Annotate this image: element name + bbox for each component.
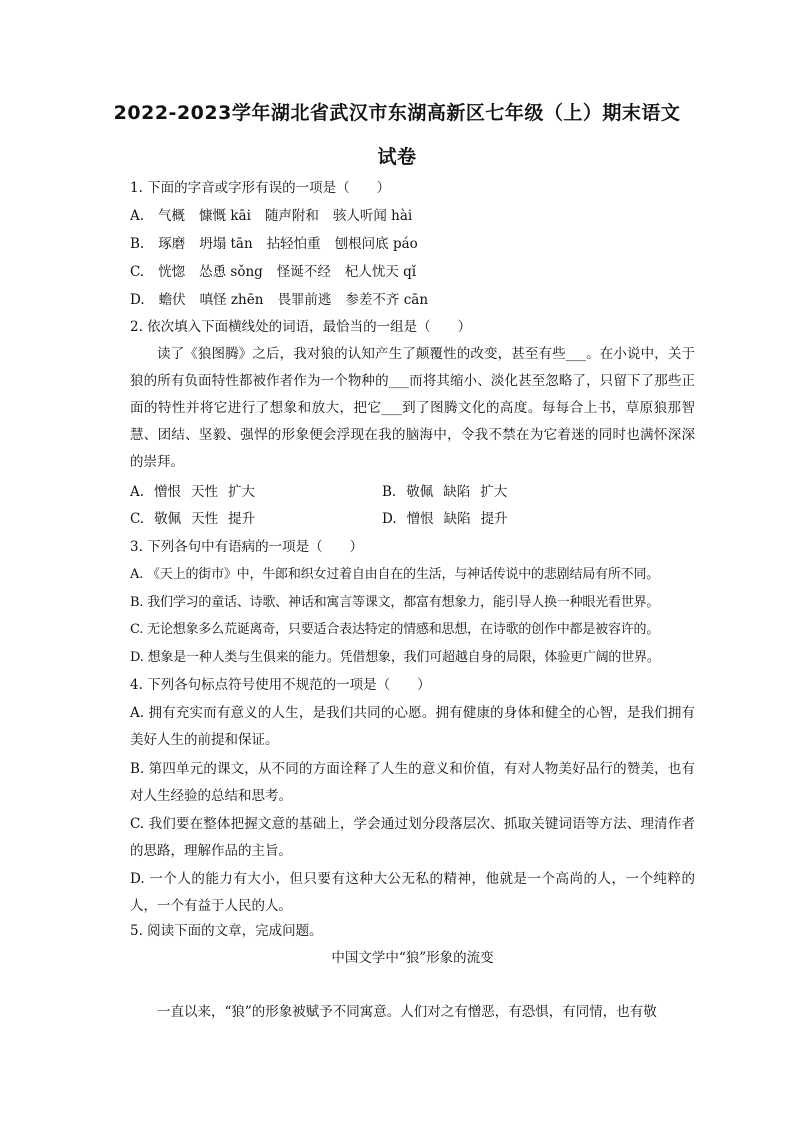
question-1-option-d: D. 蟾伏 嗔怪 zhēn 畏罪前逃 参差不齐 cān xyxy=(130,292,429,308)
question-2-passage: 读了《狼图腾》之后，我对狼的认知产生了颠覆性的改变，甚至有些___。在小说中，关于狼的所有负面特性都被作者作为一个物种的___而将其缩小、淡化甚至忽略了，只留下了那些正面的特性并将它进行了想象和放大，把它___到了图腾文化的高度。每每合上书，草原狼那智慧、团结、坚毅、强悍的形象便会浮现在我的脑海中，令我不禁在为它着迷的同时也满怀深深的崇拜。 xyxy=(130,346,695,470)
question-4-option-a: A. 拥有充实而有意义的人生，是我们共同的心愿。拥有健康的身体和健全的心智，是我们拥有美好人生的前提和保证。 xyxy=(130,705,695,748)
question-3-option-a: A. 《天上的街市》中，牛郎和织女过着自由自在的生活，与神话传说中的悲剧结局有所不同。 xyxy=(130,567,660,582)
question-5-stem: 5. 阅读下面的文章，完成问题。 xyxy=(130,923,323,939)
exam-title-line2: 试卷 xyxy=(377,146,417,168)
question-1-option-c: C. 恍惚 怂恿 sǒng 怪诞不经 杞人忧天 qǐ xyxy=(130,264,417,280)
question-4-option-d: D. 一个人的能力有大小，但只要有这种大公无私的精神，他就是一个高尚的人，一个纯粹的人，一个有益于人民的人。 xyxy=(130,871,695,914)
question-1-option-b: B. 琢磨 坍塌 tān 拈轻怕重 刨根问底 páo xyxy=(130,236,418,252)
question-2-stem: 2. 依次填入下面横线处的词语，最恰当的一组是（ ） xyxy=(130,319,472,335)
question-4-stem: 4. 下列各句标点符号使用不规范的一项是（ ） xyxy=(130,677,431,693)
article-title: 中国文学中“狼”形象的流变 xyxy=(331,950,494,966)
article-first-line: 一直以来，“狼”的形象被赋予不同寓意。人们对之有憎恶，有恐惧，有同情，也有敬 xyxy=(157,1004,657,1020)
exam-title-line1: 2022-2023学年湖北省武汉市东湖高新区七年级（上）期末语文 xyxy=(113,102,681,124)
question-2-option-a: A. 憎恨 天性 扩大 xyxy=(130,484,256,500)
question-2-option-c: C. 敬佩 天性 提升 xyxy=(130,511,256,527)
question-2-option-b: B. 敬佩 缺陷 扩大 xyxy=(382,484,508,500)
question-3-stem: 3. 下列各句中有语病的一项是（ ） xyxy=(130,539,364,555)
question-2-option-d: D. 憎恨 缺陷 提升 xyxy=(382,511,508,527)
question-4-option-b: B. 第四单元的课文，从不同的方面诠释了人生的意义和价值，有对人物美好品行的赞美，也有对人生经验的总结和思考。 xyxy=(130,761,695,804)
question-3-option-d: D. 想象是一种人类与生俱来的能力。凭借想象，我们可超越自身的局限，体验更广阔的世界。 xyxy=(130,650,660,665)
question-4-option-c: C. 我们要在整体把握文意的基础上，学会通过划分段落层次、抓取关键词语等方法、理清作者的思路，理解作品的主旨。 xyxy=(130,816,695,859)
question-1-option-a: A. 气概 慷慨 kāi 随声附和 骇人听闻 hài xyxy=(130,208,413,224)
question-3-option-b: B. 我们学习的童话、诗歌、神话和寓言等课文，都富有想象力，能引导人换一种眼光看世界。 xyxy=(130,595,660,610)
question-1-stem: 1. 下面的字音或字形有误的一项是（ ） xyxy=(130,180,391,196)
question-3-option-c: C. 无论想象多么荒诞离奇，只要适合表达特定的情感和思想，在诗歌的创作中都是被容许的。 xyxy=(130,622,660,637)
